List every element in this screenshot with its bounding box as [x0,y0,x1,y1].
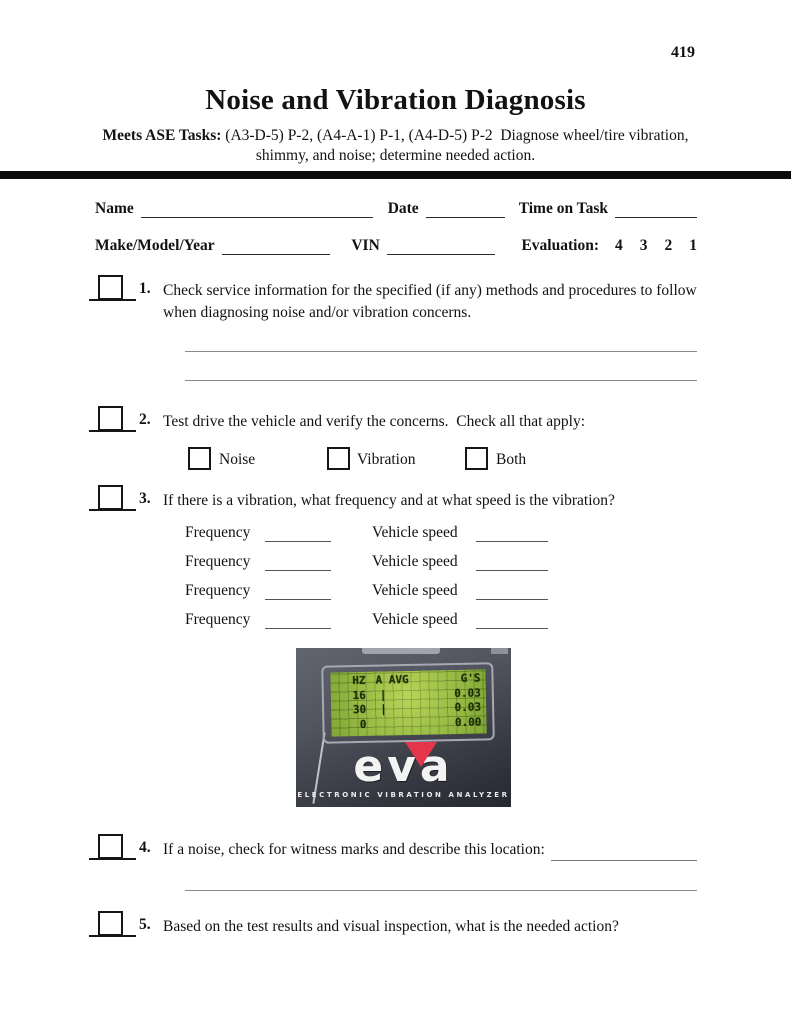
frequency-field-line[interactable] [265,612,331,629]
device-top-notch [362,648,440,654]
task-4-row [163,839,697,861]
frequency-field-line[interactable] [265,554,331,571]
ase-tasks-text: (A3-D-5) P-2, (A4-A-1) P-1, (A4-D-5) P-2 Diagnose wheel/tire vibration, [221,127,689,144]
noise-checkbox[interactable] [188,447,211,470]
frequency-label: Frequency [185,524,251,541]
frequency-label: Frequency [185,582,251,599]
task-1-number: 1. [139,280,151,297]
ase-tasks-line2: shimmy, and noise; determine needed action. [255,147,536,164]
make-model-year-field-line[interactable] [222,238,331,255]
task-1-checkbox[interactable] [98,275,123,300]
lcd-gs-value: 0.00 [454,714,482,729]
task-1-answer-line-1[interactable] [185,351,697,352]
task-2-number: 2. [139,411,151,428]
eva-tagline: ELECTRONIC VIBRATION ANALYZER [297,791,510,799]
eva-logo [296,740,511,807]
vehicle-speed-label: Vehicle speed [372,553,458,570]
make-model-year-label: Make/Model/Year [95,237,215,254]
info-row-1 [95,200,697,218]
ase-tasks-label: Meets ASE Tasks: [102,127,222,144]
page-title: Noise and Vibration Diagnosis [205,84,586,116]
evaluation-label: Evaluation: [521,237,599,254]
info-row-2 [95,237,697,255]
task-3-checkbox[interactable] [98,485,123,510]
evaluation-score-2[interactable]: 2 [664,237,673,254]
frequency-row-1 [185,524,548,542]
lcd-data-row [336,715,481,733]
frequency-field-line[interactable] [265,583,331,600]
time-on-task-field-line[interactable] [615,201,697,218]
lcd-hz-value: 0 [359,717,367,731]
ase-tasks-line [0,127,791,145]
lcd-gs-header: G'S [460,671,481,685]
lcd-display [330,669,486,736]
lcd-hz-value: 30 [352,702,367,717]
eva-analyzer-photo [296,648,511,807]
vehicle-speed-field-line[interactable] [476,612,548,629]
task-2-text: Test drive the vehicle and verify the concerns. Check all that apply: [163,413,585,430]
lcd-hz-value: 16 [352,688,366,702]
lcd-aavg-header: A AVG [375,672,409,687]
page-number: 419 [671,44,695,61]
lcd-hz-header: HZ [352,673,366,688]
vin-field-line[interactable] [387,238,496,255]
vehicle-speed-field-line[interactable] [476,554,548,571]
frequency-row-2 [185,553,548,571]
vibration-label: Vibration [357,451,416,468]
noise-label: Noise [219,451,256,468]
evaluation-score-4[interactable]: 4 [614,237,623,254]
lcd-bar-value [366,716,455,732]
lcd-gs-value: 0.03 [454,700,482,715]
frequency-label: Frequency [185,611,251,628]
vibration-checkbox[interactable] [327,447,350,470]
vehicle-speed-field-line[interactable] [476,525,548,542]
frequency-field-line[interactable] [265,525,331,542]
task-4-checkbox[interactable] [98,834,123,859]
task-5-text: Based on the test results and visual inspection, what is the needed action? [163,918,619,935]
vehicle-speed-label: Vehicle speed [372,582,458,599]
eva-logo-text: eva [353,741,454,792]
device-top-notch-right [491,648,508,654]
both-label: Both [496,451,527,468]
name-label: Name [95,200,134,217]
both-checkbox[interactable] [465,447,488,470]
frequency-row-4 [185,611,548,629]
task-4-text: If a noise, check for witness marks and describe this location: [163,841,545,858]
task-3-text: If there is a vibration, what frequency and at what speed is the vibration? [163,492,615,509]
task-3-number: 3. [139,490,151,507]
task-1-answer-line-2[interactable] [185,380,697,381]
task-4-answer-line-inline[interactable] [551,844,697,861]
eva-red-triangle-icon [405,742,437,767]
task-5-checkbox[interactable] [98,911,123,936]
vin-label: VIN [351,237,380,254]
task-2-checkbox[interactable] [98,406,123,431]
task-1-text: Check service information for the specified (if any) methods and procedures to follow when diagnosing noise and/or vibration concerns. [163,282,701,321]
frequency-row-3 [185,582,548,600]
task-4-number: 4. [139,839,151,856]
evaluation-score-1[interactable]: 1 [689,237,697,254]
task-5-number: 5. [139,916,151,933]
lcd-bar-value: | [379,687,387,702]
vehicle-speed-label: Vehicle speed [372,524,458,541]
frequency-label: Frequency [185,553,251,570]
header-divider [0,171,791,179]
task-4-answer-line-2[interactable] [185,890,697,891]
date-field-line[interactable] [426,201,505,218]
lcd-bar-value: | [379,702,387,716]
lcd-gs-value: 0.03 [454,685,481,700]
vehicle-speed-label: Vehicle speed [372,611,458,628]
date-label: Date [387,200,419,217]
evaluation-score-3[interactable]: 3 [639,237,648,254]
vehicle-speed-field-line[interactable] [476,583,548,600]
name-field-line[interactable] [141,201,373,218]
time-on-task-label: Time on Task [518,200,609,217]
